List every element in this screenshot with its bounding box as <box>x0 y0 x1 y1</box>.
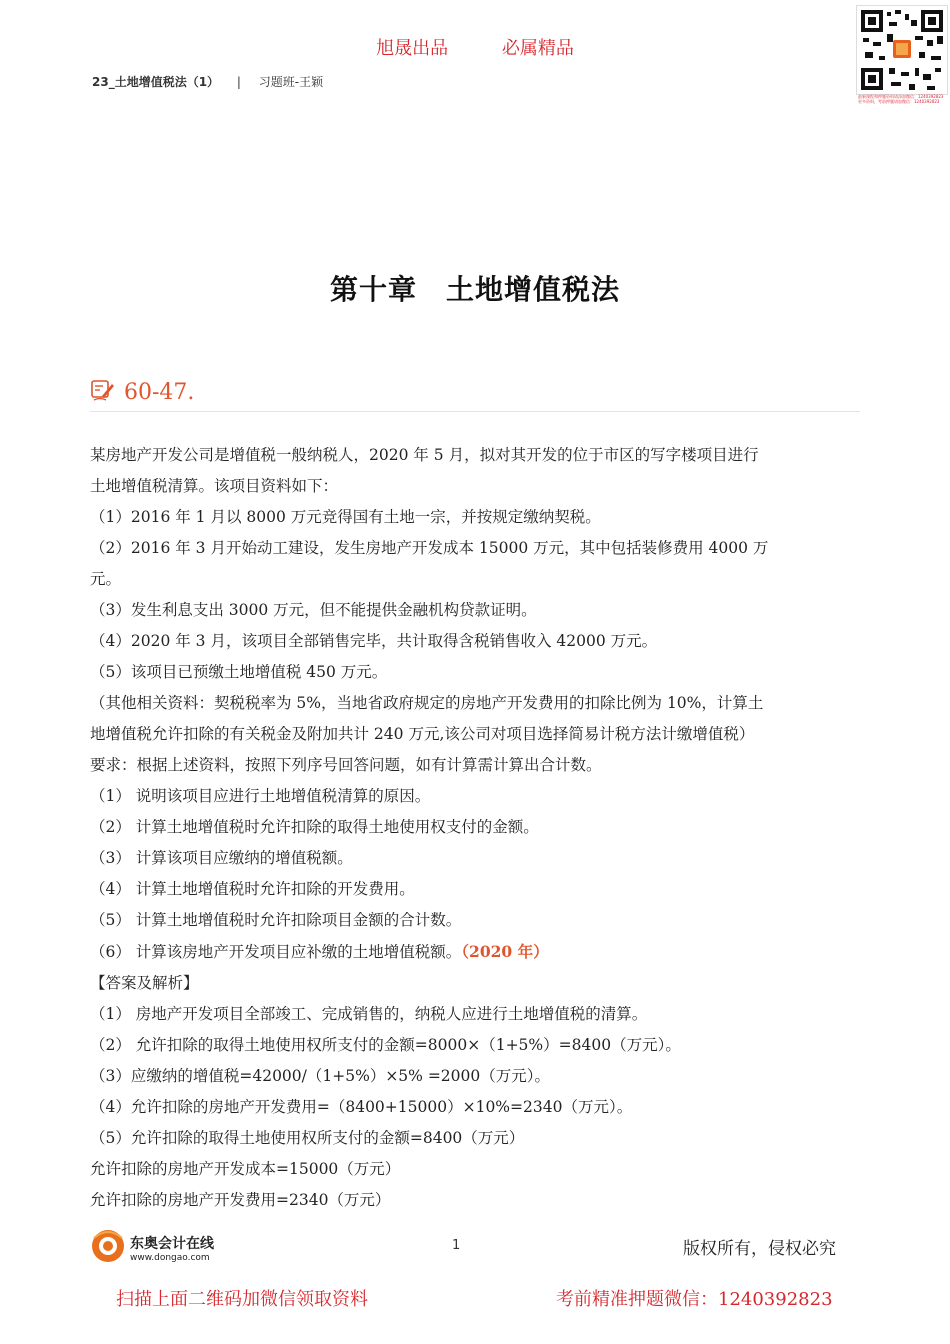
answer-line: （2） 允许扣除的取得土地使用权所支付的金额=8000×（1+5%）=8400（万元）。 <box>90 1036 681 1054</box>
body-line: （5）该项目已预缴土地增值税 450 万元。 <box>90 663 388 681</box>
answer-line: （4）允许扣除的房地产开发费用=（8400+15000）×10%=2340（万元）。 <box>90 1098 633 1116</box>
qr-note-line: 最新课程和押题资料请添加微信：1240392823 <box>858 94 944 99</box>
body-line: （4）2020 年 3 月，该项目全部销售完毕，共计取得含税销售收入 42000 万元。 <box>90 632 658 650</box>
requirement-item: （3） 计算该项目应缴纳的增值税额。 <box>90 849 353 867</box>
page-footer <box>0 1226 950 1276</box>
banner-left: 旭晟出品 <box>376 38 449 59</box>
body-line: （2）2016 年 3 月开始动工建设，发生房地产开发成本 15000 万元，其中包括装修费用 4000 万 <box>90 539 769 557</box>
bottom-promo-left: 扫描上面二维码加微信领取资料 <box>116 1289 368 1310</box>
logo-name: 东奥会计在线 <box>130 1236 214 1252</box>
answer-line: （5）允许扣除的取得土地使用权所支付的金额=8400（万元） <box>90 1129 525 1147</box>
question-number: 60-47. <box>124 379 195 405</box>
bottom-promo-right: 考前精准押题微信：1240392823 <box>556 1289 833 1310</box>
exam-year: （2020 年） <box>461 942 549 961</box>
qr-note <box>858 94 948 104</box>
header-separator: | <box>236 75 241 89</box>
requirement-item: （1） 说明该项目应进行土地增值税清算的原因。 <box>90 787 431 805</box>
requirement-item: （4） 计算土地增值税时允许扣除的开发费用。 <box>90 880 415 898</box>
body-line: 要求：根据上述资料，按照下列序号回答问题，如有计算需计算出合计数。 <box>90 756 602 774</box>
body-line: 地增值税允许扣除的有关税金及附加共计 240 万元,该公司对项目选择简易计税方法计缴增值税） <box>90 725 755 743</box>
answer-line: 允许扣除的房地产开发成本=15000（万元） <box>90 1160 401 1178</box>
logo-url: www.dongao.com <box>130 1253 210 1263</box>
divider <box>90 411 860 412</box>
requirement-item: （2） 计算土地增值税时允许扣除的取得土地使用权支付的金额。 <box>90 818 539 836</box>
copyright-notice: 版权所有，侵权必究 <box>683 1239 836 1259</box>
edit-note-icon <box>90 378 116 406</box>
requirement-item: （5） 计算土地增值税时允许扣除项目金额的合计数。 <box>90 911 462 929</box>
qr-code-icon <box>856 5 948 95</box>
document-header <box>92 73 323 90</box>
page-number: 1 <box>452 1238 461 1253</box>
body-line: 元。 <box>90 570 122 588</box>
requirement-item <box>90 936 880 968</box>
answer-heading: 【答案及解析】 <box>90 974 199 992</box>
banner-right: 必属精品 <box>501 38 574 59</box>
chapter-title: 第十章 土地增值税法 <box>329 273 620 306</box>
question-body <box>90 440 880 1216</box>
body-line: 某房地产开发公司是增值税一般纳税人，2020 年 5 月，拟对其开发的位于市区的写字楼项目进行 <box>90 446 759 464</box>
body-line: （3）发生利息支出 3000 万元，但不能提供金融机构贷款证明。 <box>90 601 537 619</box>
logo-icon <box>90 1228 126 1268</box>
body-line: （其他相关资料：契税税率为 5%，当地省政府规定的房地产开发费用的扣除比例为 10%，计算土 <box>90 694 764 712</box>
answer-line: （3）应缴纳的增值税=42000/（1+5%）×5% =2000（万元）。 <box>90 1067 551 1085</box>
question-heading <box>90 378 194 406</box>
dongao-logo <box>90 1228 214 1268</box>
course-title: 23_土地增值税法（1） <box>92 75 220 89</box>
qr-note-line: 更多资料，考前押题请加微信：1240392823 <box>858 99 940 104</box>
answer-line: 允许扣除的房地产开发费用=2340（万元） <box>90 1191 391 1209</box>
class-name: 习题班-王颖 <box>258 75 324 89</box>
requirement-text: （6） 计算该房地产开发项目应补缴的土地增值税额。 <box>90 943 462 961</box>
body-line: （1）2016 年 1 月以 8000 万元竞得国有土地一宗，并按规定缴纳契税。 <box>90 508 601 526</box>
banner <box>0 34 950 60</box>
body-line: 土地增值税清算。该项目资料如下： <box>90 477 339 495</box>
answer-line: （1） 房地产开发项目全部竣工、完成销售的，纳税人应进行土地增值税的清算。 <box>90 1005 648 1023</box>
